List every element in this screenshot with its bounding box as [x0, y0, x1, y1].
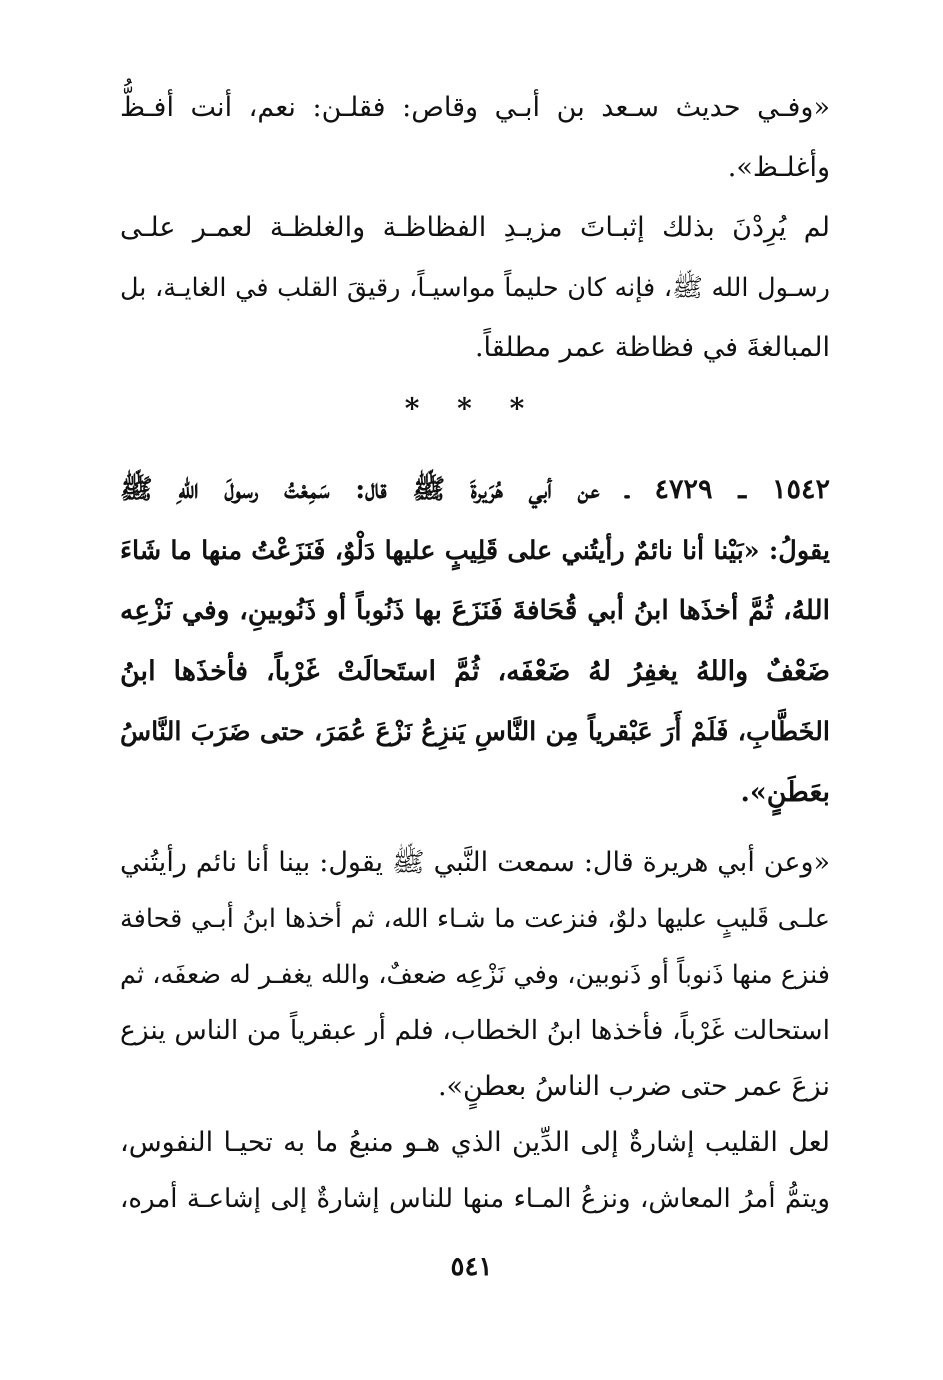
text-line: استحالت غَرْباً، فأخذها ابنُ الخطاب، فلم أر عبقرياً من الناس ينزع [120, 1015, 830, 1046]
text-line: رسـول الله ﷺ، فإنه كان حليماً مواسيـاً، رقيقَ القلب في الغايـة، بل [120, 273, 830, 303]
text-line: «وفـي حديث سـعد بن أبـي وقاص: فقلـن: نعم، أنت أفـظُّ [120, 92, 830, 123]
text-line: علـى قَليبٍ عليها دلوٌ، فنزعت ما شـاء الله، ثم أخذها ابنُ أبـي قحافة [120, 904, 830, 934]
page-number: ٥٤١ [450, 1252, 493, 1282]
text-line: ١٥٤٢ ـ ٤٧٢٩ ـ عن أبي هُرَيرةَ ﷺ قال: سَمِعْتُ رسولَ اللهِ ﷺ [120, 474, 830, 505]
text-line: ضَعْفٌ واللهُ يغفِرُ لهُ ضَعْفَه، ثُمَّ استَحالَتْ غَرْباً، فأخذَها ابنُ [120, 655, 830, 687]
text-line: يقولُ: «بَيْنا أنا نائمٌ رأيتُني على قَلِيبٍ عليها دَلْوٌ، فَنَزَعْتُ منها ما شَاءَ [120, 535, 830, 566]
commentary-paragraph [120, 1115, 830, 1227]
quote-paragraph [120, 835, 830, 1115]
text-line: نزعَ عمر حتى ضرب الناسُ بعطنٍ». [437, 1071, 830, 1102]
text-line: المبالغةَ في فظاظة عمر مطلقاً. [474, 332, 830, 363]
text-line: الخَطَّابِ، فَلَمْ أَرَ عَبْقرياً مِن النَّاسِ يَنزِعُ نَزْعَ عُمَرَ، حتى ضَرَبَ النَّاسُ [120, 717, 830, 747]
quote-paragraph [120, 78, 830, 198]
commentary-paragraph [120, 198, 830, 378]
text-line: «وعن أبي هريرة قال: سمعت النَّبي ﷺ يقول: بينا أنا نائم رأيتُني [120, 847, 830, 878]
text-line: اللهُ، ثُمَّ أخذَها ابنُ أبي قُحَافةَ فَنَزَعَ بها ذَنُوباً أو ذَنُوبينِ، وفي نَزْعِه [120, 595, 830, 626]
text-line: بعَطَنٍ». [740, 776, 830, 808]
text-line: ويتمُّ أمرُ المعاش، ونزعُ المـاء منها للناس إشارةٌ إلى إشاعـة أمره، [120, 1184, 830, 1214]
text-line: وأغلـظ». [727, 152, 830, 183]
hadith-paragraph [120, 460, 830, 823]
section-separator: * * * [404, 392, 539, 425]
text-line: لم يُرِدْنَ بذلك إثبـاتَ مزيـدِ الفظاظـة والغلظـة لعمـر علـى [120, 212, 830, 243]
text-line: لعل القليب إشارةٌ إلى الدِّين الذي هـو منبعُ ما به تحيـا النفوس، [120, 1127, 830, 1158]
text-line: فنزع منها ذَنوباً أو ذَنوبين، وفي نَزْعِه ضعفٌ، والله يغفـر له ضعفَه، ثم [120, 960, 830, 990]
